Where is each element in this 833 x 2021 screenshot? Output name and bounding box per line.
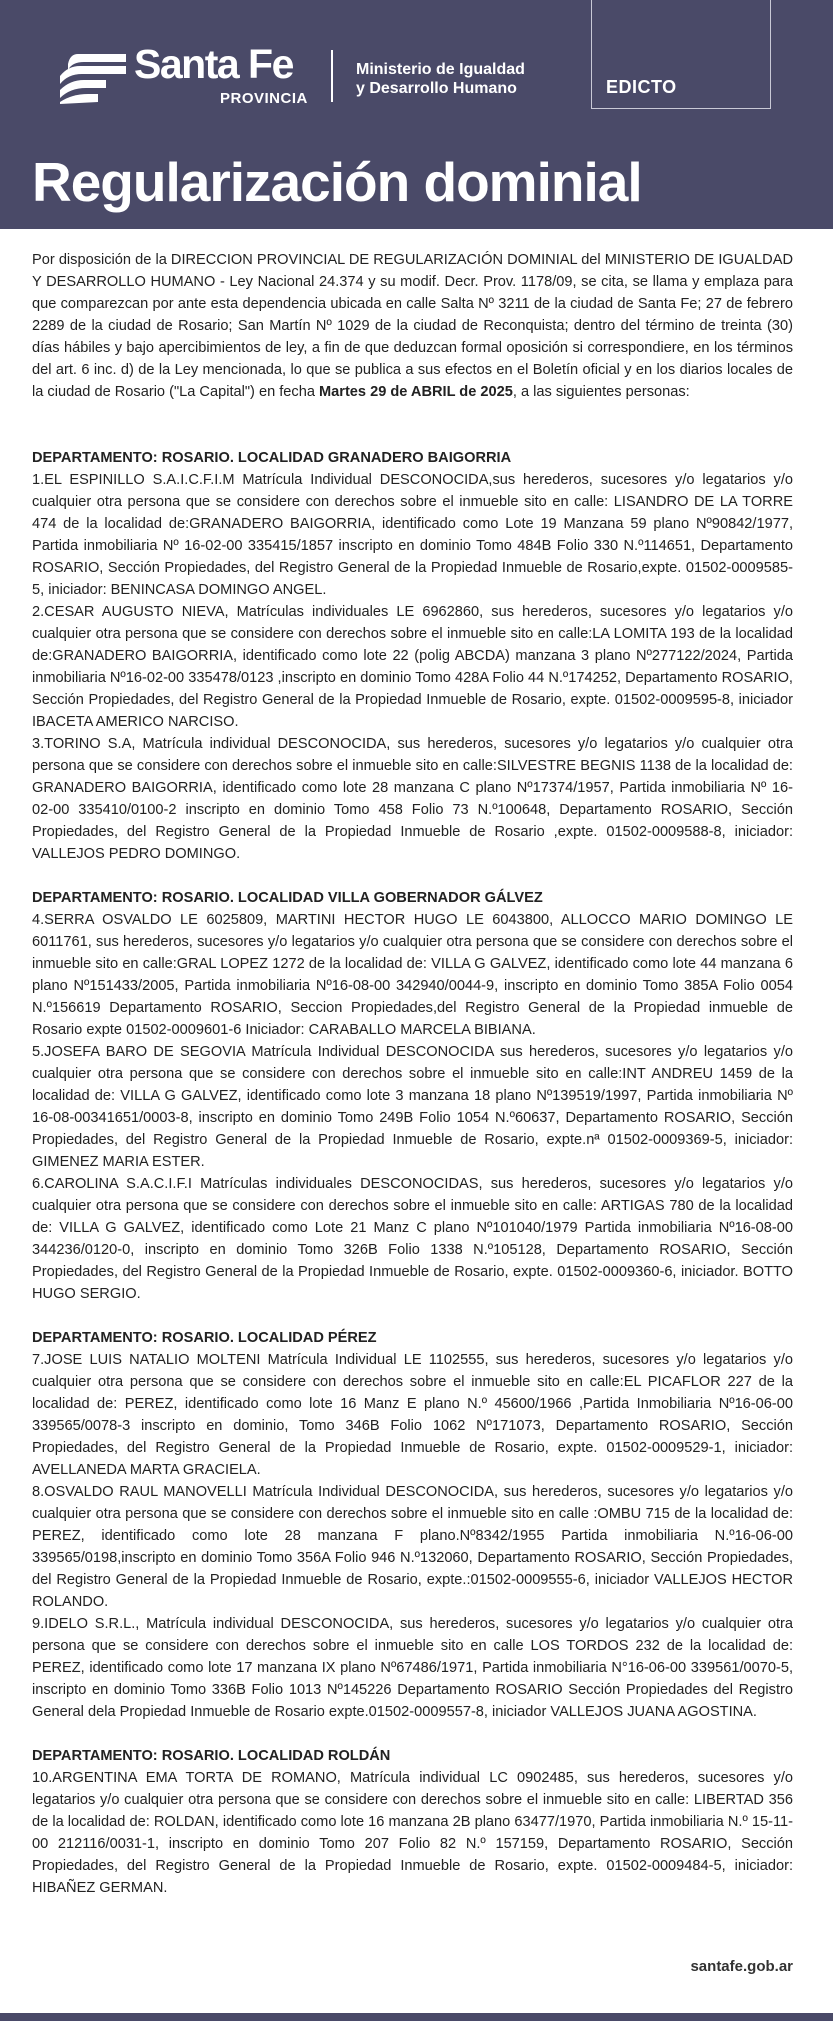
- page-title: Regularización dominial: [32, 151, 642, 213]
- brand-name: Santa Fe: [134, 41, 293, 87]
- bottom-bar: [0, 2013, 833, 2021]
- brand-province: PROVINCIA: [220, 90, 308, 107]
- list-item: 8.OSVALDO RAUL MANOVELLI Matrícula Individual DESCONOCIDA, sus herederos, sucesores y/o legatarios y/o cualquier otra persona que se considere con derechos sobre el inmueble sito en calle :OMBU 715 de la localidad de: PEREZ, identificado como lote 28 manzana F plano.Nº8342/1955 Partida inmobiliaria N.º16-06-00 339565/0198,inscripto en dominio Tomo 356A Folio 946 N.º132060, Departamento ROSARIO, Sección Propiedades, del Registro General de la Propiedad Inmueble de Rosario, expte.:01502-0009555-6, iniciador VALLEJOS HECTOR ROLANDO.: [32, 1484, 793, 1610]
- edicto-label: EDICTO: [606, 77, 677, 97]
- section-villa-gobernador-galvez: [32, 887, 793, 1305]
- list-item: 7.JOSE LUIS NATALIO MOLTENI Matrícula Individual LE 1102555, sus herederos, sucesores y/o legatarios y/o cualquier otra persona que se considere con derechos sobre el inmueble sito en calle:EL PICAFLOR 227 de la localidad de: PEREZ, identificado como lote 16 Manz E plano N.º 45600/1966 ,Partida Inmobiliaria Nº16-06-00 339565/0078-3 inscripto en dominio, Tomo 346B Folio 1062 Nº171073, Departamento ROSARIO, Sección Propiedades, del Registro General de la Propiedad Inmueble de Rosario, expte. 01502-0009529-1, iniciador: AVELLANEDA MARTA GRACIELA.: [32, 1352, 793, 1478]
- list-item: 2.CESAR AUGUSTO NIEVA, Matrículas individuales LE 6962860, sus herederos, sucesores y/o legatarios y/o cualquier otra persona que se considere con derechos sobre el inmueble sito en calle:LA LOMITA 193 de la localidad de:GRANADERO BAIGORRIA, identificado como lote 22 (polig ABCDA) manzana 3 plano Nº277122/2024, Partida inmobiliaria Nº16-02-00 335478/0123 ,inscripto en dominio Tomo 428A Folio 44 N.º174252, Departamento ROSARIO, Sección Propiedades, del Registro General de la Propiedad Inmueble de Rosario, expte. 01502-0009595-8, iniciador IBACETA AMERICO NARCISO.: [32, 604, 793, 730]
- list-item: 9.IDELO S.R.L., Matrícula individual DESCONOCIDA, sus herederos, sucesores y/o legatarios y/o cualquier otra persona que se considere con derechos sobre el inmueble sito en calle LOS TORDOS 232 de la localidad de: PEREZ, identificado como lote 17 manzana IX plano Nº67486/1971, Partida inmobiliaria N°16-06-00 339561/0070-5, inscripto en dominio Tomo 336B Folio 1013 Nº145226 Departamento ROSARIO Sección Propiedades del Registro General dela Propiedad Inmueble de Rosario expte.01502-0009557-8, iniciador VALLEJOS JUANA AGOSTINA.: [32, 1616, 793, 1720]
- footer-website: santafe.gob.ar: [690, 1958, 793, 1975]
- header-divider: [331, 50, 333, 102]
- section-roldan: [32, 1745, 793, 1899]
- ministry-name: [356, 60, 525, 98]
- santa-fe-logo-icon: [58, 50, 128, 105]
- section-heading: DEPARTAMENTO: ROSARIO. LOCALIDAD VILLA GOBERNADOR GÁLVEZ: [32, 890, 543, 906]
- list-item: 10.ARGENTINA EMA TORTA DE ROMANO, Matrícula individual LC 0902485, sus herederos, sucesores y/o legatarios y/o cualquier otra persona que se considere con derechos sobre el inmueble sito en calle: LIBERTAD 356 de la localidad de: ROLDAN, identificado como lote 16 manzana 2B plano 63477/1970, Partida inmobiliaria N.º 15-11-00 212116/0031-1, inscripto en dominio Tomo 207 Folio 82 N.º 157159, Departamento ROSARIO, Sección Propiedades, del Registro General de la Propiedad Inmueble de Rosario, expte. 01502-0009484-5, iniciador: HIBAÑEZ GERMAN.: [32, 1770, 793, 1896]
- ministry-line-1: Ministerio de Igualdad: [356, 61, 525, 78]
- list-item: 5.JOSEFA BARO DE SEGOVIA Matrícula Individual DESCONOCIDA sus herederos, sucesores y/o legatarios y/o cualquier otra persona que se considere con derechos sobre el inmueble sito en calle:INT ANDREU 1459 de la localidad de: VILLA G GALVEZ, identificado como lote 3 manzana 18 plano Nº139519/1997, Partida inmobiliaria Nº 16-08-00341651/0003-8, inscripto en dominio Tomo 249B Folio 1054 N.º60637, Departamento ROSARIO, Sección Propiedades, del Registro General de la Propiedad Inmueble de Rosario, expte.nª 01502-0009369-5, iniciador: GIMENEZ MARIA ESTER.: [32, 1044, 793, 1170]
- edict-header: [0, 0, 833, 229]
- intro-text: Por disposición de la DIRECCION PROVINCIAL DE REGULARIZACIÓN DOMINIAL del MINISTERIO DE IGUALDAD Y DESARROLLO HUMANO - Ley Nacional 24.374 y su modif. Decr. Prov. 1178/09, se cita, se llama y emplaza para que comparezcan por ante esta dependencia ubicada en calle Salta Nº 3211 de la ciudad de Santa Fe; 27 de febrero 2289 de la ciudad de Rosario; San Martín Nº 1029 de la ciudad de Reconquista; dentro del término de treinta (30) días hábiles y bajo apercibimientos de ley, a fin de que deduzcan formal oposición si correspondiere, en los términos del art. 6 inc. d) de la Ley mencionada, lo que se publica a sus efectos en el Boletín oficial y en los diarios locales de la ciudad de Rosario ("La Capital") en fecha: [32, 252, 793, 400]
- intro-text-end: , a las siguientes personas:: [512, 384, 690, 400]
- ministry-line-2: y Desarrollo Humano: [356, 80, 517, 97]
- section-perez: [32, 1327, 793, 1723]
- section-heading: DEPARTAMENTO: ROSARIO. LOCALIDAD ROLDÁN: [32, 1748, 391, 1764]
- section-heading: DEPARTAMENTO: ROSARIO. LOCALIDAD PÉREZ: [32, 1330, 377, 1346]
- section-heading: DEPARTAMENTO: ROSARIO. LOCALIDAD GRANADERO BAIGORRIA: [32, 450, 512, 466]
- edicto-box: [591, 0, 771, 109]
- publication-date: Martes 29 de ABRIL de 2025: [319, 384, 513, 400]
- list-item: 1.EL ESPINILLO S.A.I.C.F.I.M Matrícula Individual DESCONOCIDA,sus herederos, sucesores y/o legatarios y/o cualquier otra persona que se considere con derechos sobre el inmueble sito en calle: LISANDRO DE LA TORRE 474 de la localidad de:GRANADERO BAIGORRIA, identificado como Lote 19 Manzana 59 plano Nº90842/1977, Partida inmobiliaria Nº 16-02-00 335415/1857 inscripto en dominio Tomo 484B Folio 330 N.º114651, Departamento ROSARIO, Sección Propiedades, del Registro General de la Propiedad Inmueble de Rosario,expte. 01502-0009585-5, iniciador: BENINCASA DOMINGO ANGEL.: [32, 472, 793, 598]
- list-item: 6.CAROLINA S.A.C.I.F.I Matrículas individuales DESCONOCIDAS, sus herederos, sucesores y/o legatarios y/o cualquier otra persona que se considere con derechos sobre el inmueble sito en calle: ARTIGAS 780 de la localidad de: VILLA G GALVEZ, identificado como Lote 21 Manz C plano Nº101040/1979 Partida inmobiliaria Nº16-08-00 344236/0120-0, inscripto en dominio Tomo 326B Folio 1338 N.º105128, Departamento ROSARIO, Sección Propiedades, del Registro General de la Propiedad Inmueble de Rosario, expte. 01502-0009360-6, iniciador. BOTTO HUGO SERGIO.: [32, 1176, 793, 1302]
- list-item: 4.SERRA OSVALDO LE 6025809, MARTINI HECTOR HUGO LE 6043800, ALLOCCO MARIO DOMINGO LE 6011761, sus herederos, sucesores y/o legatarios y/o cualquier otra persona que se considere con derechos sobre el inmueble sito en calle:GRAL LOPEZ 1272 de la localidad de: VILLA G GALVEZ, identificado como lote 44 manzana 6 plano Nº151433/2005, Partida inmobiliaria Nº16-08-00 342940/0044-9, inscripto en dominio Tomo 385A Folio 0054 N.º156619 Departamento ROSARIO, Seccion Propiedades,del Registro General de la Propiedad inmueble de Rosario expte 01502-0009601-6 Iniciador: CARABALLO MARCELA BIBIANA.: [32, 912, 793, 1038]
- list-item: 3.TORINO S.A, Matrícula individual DESCONOCIDA, sus herederos, sucesores y/o legatarios y/o cualquier otra persona que se considere con derechos sobre el inmueble sito en calle:SILVESTRE BEGNIS 1138 de la localidad de: GRANADERO BAIGORRIA, identificado como lote 28 manzana C plano Nº17374/1957, Partida inmobiliaria Nº 16-02-00 335410/0100-2 inscripto en dominio Tomo 458 Folio 73 N.º100648, Departamento ROSARIO, Sección Propiedades, del Registro General de la Propiedad Inmueble de Rosario ,expte. 01502-0009588-8, iniciador: VALLEJOS PEDRO DOMINGO.: [32, 736, 793, 862]
- intro-paragraph: [32, 249, 793, 403]
- edict-body: [32, 249, 793, 1899]
- section-granadero-baigorria: [32, 447, 793, 865]
